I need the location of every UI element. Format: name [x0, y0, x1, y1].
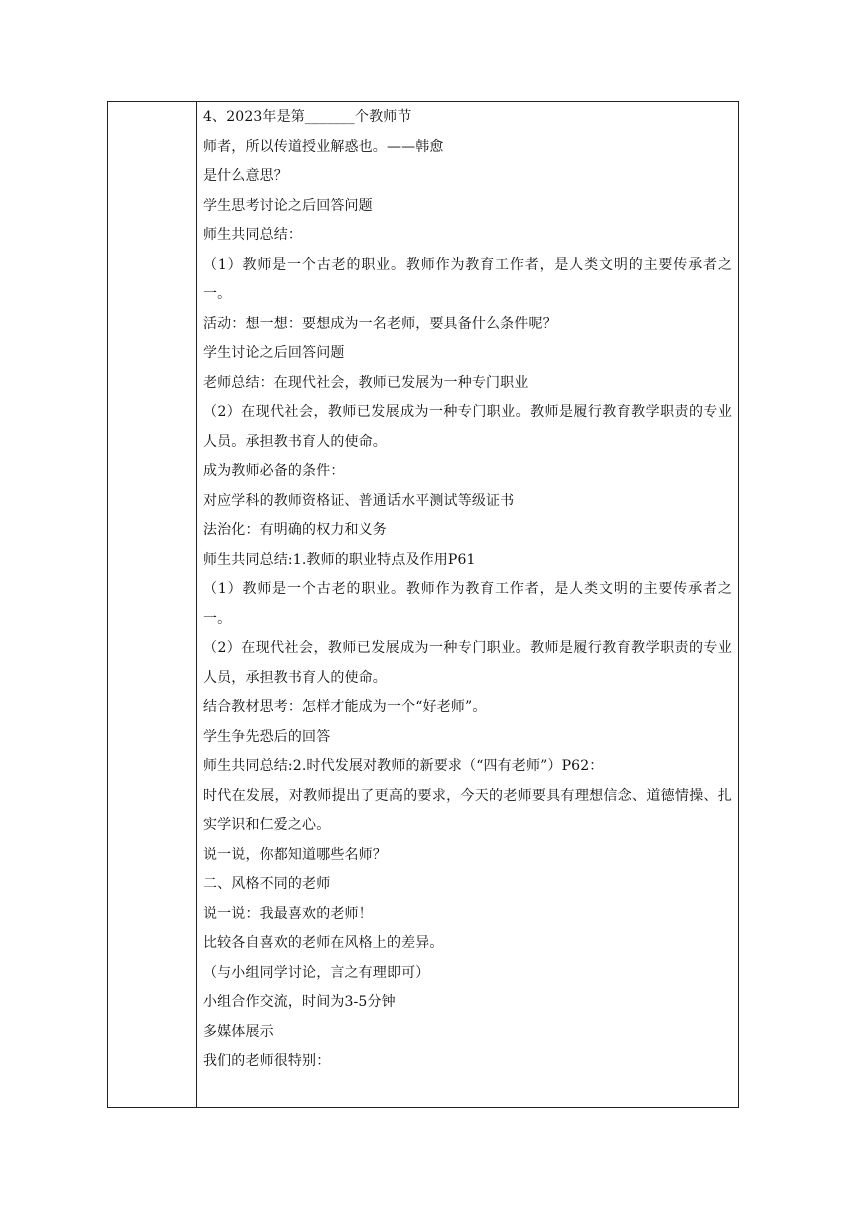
text-line: 学生思考讨论之后回答问题 — [203, 197, 373, 214]
text-paragraph: （1）教师是一个古老的职业。教师作为教育工作者，是人类文明的主要传承者之一。 — [203, 256, 732, 302]
text-paragraph: （2）在现代社会，教师已发展成为一种专门职业。教师是履行教育教学职责的专业人员，承担教书育人的使命。 — [203, 640, 732, 686]
text-line: 说一说：我最喜欢的老师！ — [203, 905, 373, 922]
text-line: 师生共同总结:1.教师的职业特点及作用P61 — [203, 551, 476, 568]
section-heading: 二、风格不同的老师 — [203, 876, 331, 892]
text-line: 学生讨论之后回答问题 — [203, 345, 345, 361]
text-line: 师生共同总结： — [203, 227, 303, 243]
text-line: 成为教师必备的条件： — [203, 463, 345, 479]
text-line: 老师总结：在现代社会，教师已发展为一种专门职业 — [203, 374, 529, 391]
text-line: 小组合作交流，时间为3-5分钟 — [203, 994, 396, 1010]
text-line: 法治化：有明确的权力和义务 — [203, 522, 387, 538]
table-row — [108, 102, 739, 1108]
text-paragraph: 时代在发展，对教师提出了更高的要求，今天的老师要具有理想信念、道德情操、扎实学识和仁爱之心。 — [203, 787, 732, 833]
left-column-cell — [108, 102, 197, 1108]
text-line: 多媒体展示 — [203, 1023, 274, 1040]
text-line: 比较各自喜欢的老师在风格上的差异。 — [203, 935, 444, 951]
text-line: 4、2023年是第_______个教师节 — [203, 109, 412, 125]
text-line: 师生共同总结:2.时代发展对教师的新要求（“四有老师”）P62： — [203, 758, 604, 774]
content-body — [197, 102, 738, 1077]
text-paragraph: （2）在现代社会，教师已发展成为一种专门职业。教师是履行教育教学职责的专业人员。承担教书育人的使命。 — [203, 404, 732, 450]
text-paragraph: （1）教师是一个古老的职业。教师作为教育工作者，是人类文明的主要传承者之一。 — [203, 581, 732, 627]
lesson-plan-table — [107, 101, 739, 1108]
text-line: 我们的老师很特别： — [203, 1053, 331, 1069]
text-line: 说一说，你都知道哪些名师？ — [203, 846, 387, 863]
text-line: （与小组同学讨论，言之有理即可） — [203, 964, 430, 981]
text-line: 活动：想一想：要想成为一名老师，要具备什么条件呢？ — [203, 315, 557, 332]
text-line: 师者，所以传道授业解惑也。——韩愈 — [203, 138, 444, 155]
text-line: 对应学科的教师资格证、普通话水平测试等级证书 — [203, 492, 515, 509]
content-cell — [197, 102, 739, 1108]
text-line: 结合教材思考：怎样才能成为一个“好老师”。 — [203, 699, 487, 715]
text-line: 学生争先恐后的回答 — [203, 728, 331, 745]
text-line: 是什么意思？ — [203, 168, 288, 184]
